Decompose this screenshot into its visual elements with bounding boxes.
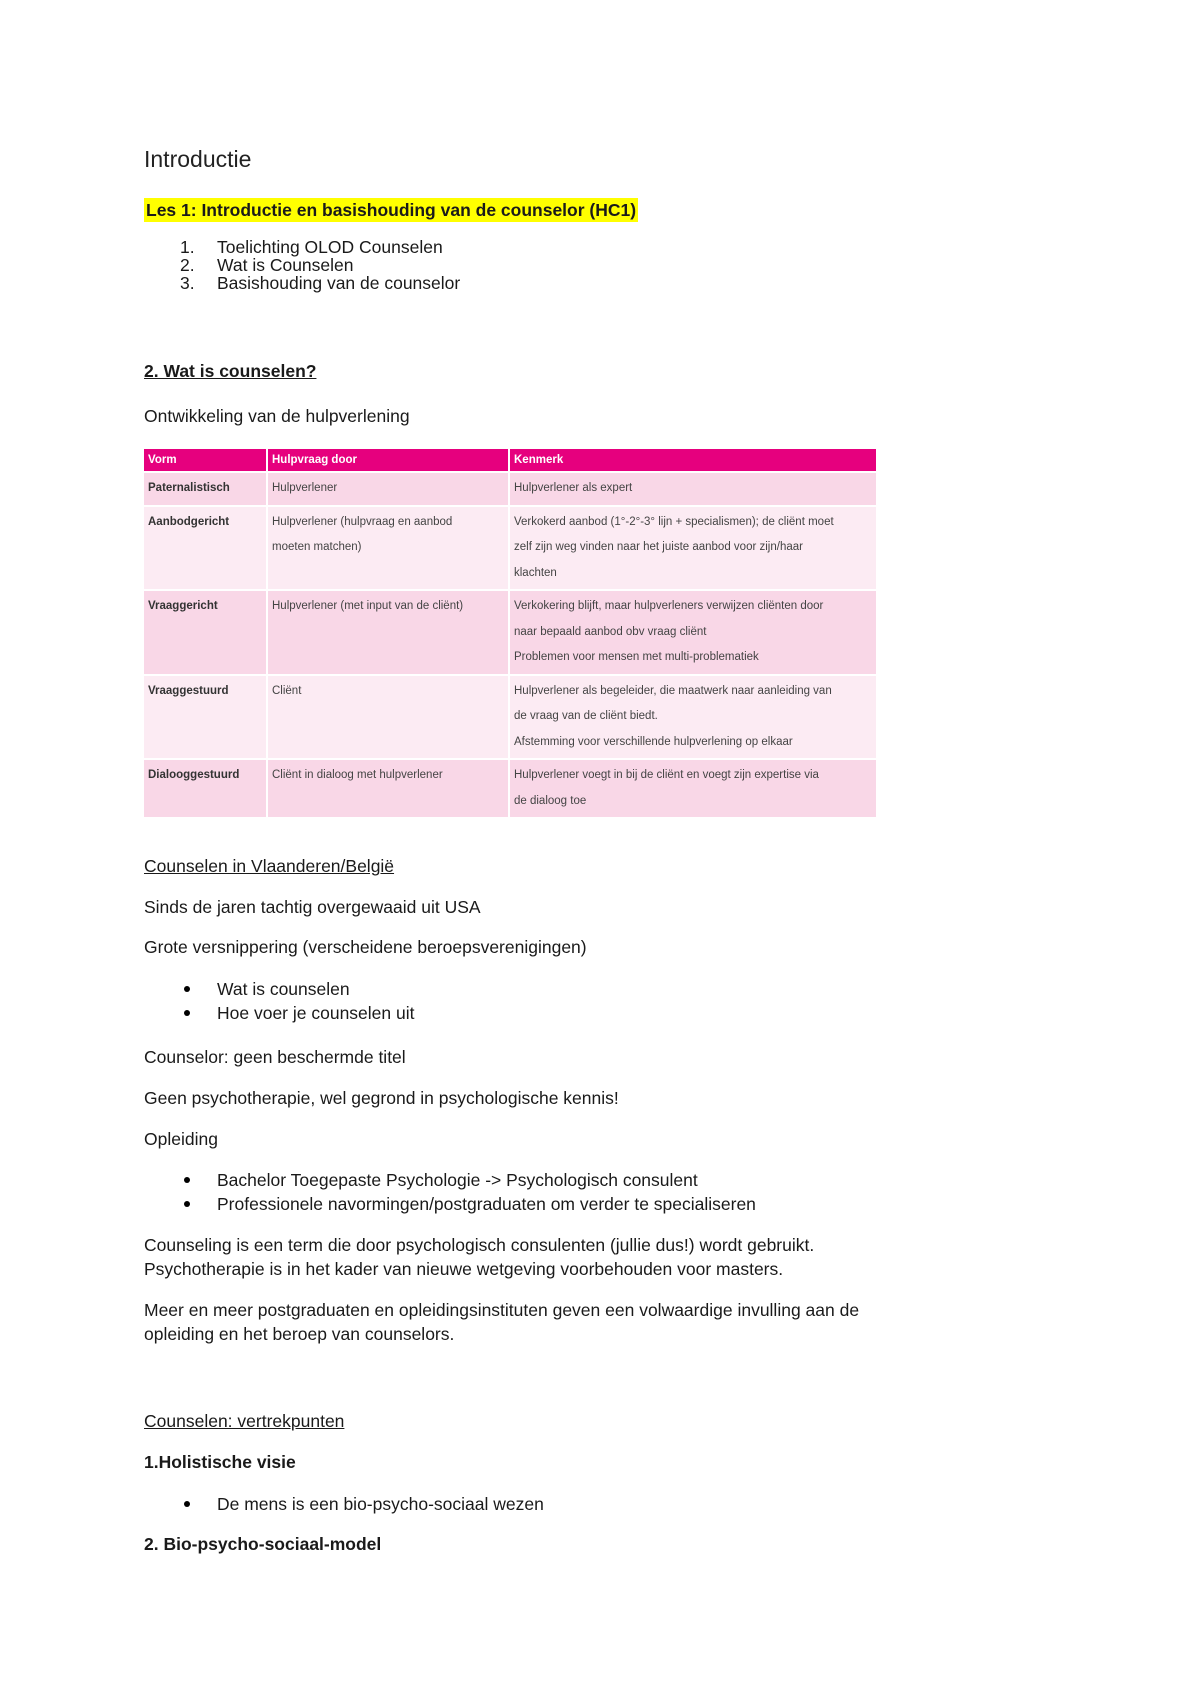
table-cell-hulpvraag — [267, 590, 509, 675]
list-item-text: Toelichting OLOD Counselen — [217, 237, 443, 257]
table-cell-hulpvraag — [267, 759, 509, 817]
table-cell-kenmerk — [509, 675, 877, 760]
biopsychosocial-heading: 2. Bio-psycho-sociaal-model — [144, 1534, 382, 1554]
paragraph: Grote versnippering (verscheidene beroepsverenigingen) — [144, 937, 587, 957]
bullet-icon — [184, 1501, 190, 1507]
bullet-icon — [184, 986, 190, 992]
table-row — [144, 472, 877, 506]
paragraph-line: Meer en meer postgraduaten en opleidingsinstituten geven een volwaardige invulling aan de — [144, 1300, 860, 1320]
list-item — [144, 256, 460, 274]
cell-line: de vraag van de cliënt biedt. — [514, 710, 658, 722]
table-header-cell: Vorm — [144, 449, 267, 472]
list-item-text: De mens is een bio-psycho-sociaal wezen — [217, 1494, 544, 1514]
education-bullet-list — [144, 1168, 756, 1216]
paragraph-line: Counseling is een term die door psychologisch consulenten (jullie dus!) wordt gebruikt. — [144, 1235, 815, 1255]
table-row — [144, 759, 877, 817]
list-item-text: Hoe voer je counselen uit — [217, 1003, 415, 1023]
table-cell-kenmerk — [509, 759, 877, 817]
cell-line: Hulpverlener als expert — [514, 482, 633, 494]
table-cell-kenmerk — [509, 590, 877, 675]
cell-line: Cliënt — [272, 684, 302, 697]
table-cell-vorm: Vraaggestuurd — [144, 675, 267, 760]
lesson-topics-list — [144, 238, 460, 292]
table-cell-hulpvraag — [267, 506, 509, 591]
cell-line: Problemen voor mensen met multi-problematiek — [514, 651, 759, 663]
list-item — [144, 238, 460, 256]
table-cell-kenmerk — [509, 506, 877, 591]
list-item-text: Wat is Counselen — [217, 255, 354, 275]
cell-line: Hulpverlener voegt in bij de cliënt en voegt zijn expertise via — [514, 769, 819, 781]
table-cell-kenmerk — [509, 472, 877, 506]
holistic-heading: 1.Holistische visie — [144, 1452, 296, 1472]
table-row — [144, 590, 877, 675]
cell-line: Hulpverlener (hulpvraag en aanbod — [272, 515, 453, 528]
cell-line: Cliënt in dialoog met hulpverlener — [272, 769, 443, 781]
paragraph: Counselor: geen beschermde titel — [144, 1047, 406, 1067]
list-item — [144, 1192, 756, 1216]
cell-line: moeten matchen) — [272, 541, 362, 553]
table-cell-vorm: Aanbodgericht — [144, 506, 267, 591]
bullet-icon — [184, 1177, 190, 1183]
lesson-heading — [144, 200, 638, 221]
cell-line: Hulpverlener — [272, 482, 338, 494]
table-header-cell: Kenmerk — [509, 449, 877, 472]
lesson-heading-highlight: Les 1: Introductie en basishouding van de counselor (HC1) — [146, 200, 637, 220]
cell-line: klachten — [514, 566, 557, 579]
table-cell-hulpvraag — [267, 675, 509, 760]
cell-line: Afstemming voor verschillende hulpverlening op elkaar — [514, 735, 793, 748]
cell-line: zelf zijn weg vinden naar het juiste aanbod voor zijn/haar — [514, 541, 803, 553]
cell-line: Hulpverlener (met input van de cliënt) — [272, 600, 464, 612]
table-header-row — [144, 449, 877, 472]
education-label: Opleiding — [144, 1129, 218, 1149]
list-item — [144, 274, 460, 292]
section-heading: 2. Wat is counselen? — [144, 361, 317, 381]
list-item-text: Bachelor Toegepaste Psychologie -> Psychologisch consulent — [217, 1170, 698, 1190]
starting-points-heading: Counselen: vertrekpunten — [144, 1411, 345, 1431]
table-row — [144, 675, 877, 760]
bullet-icon — [184, 1201, 190, 1207]
table-header-cell: Hulpvraag door — [267, 449, 509, 472]
list-item-text: Basishouding van de counselor — [217, 273, 461, 293]
table-row — [144, 506, 877, 591]
list-item — [144, 1492, 544, 1516]
list-item-text: Professionele navormingen/postgraduaten om verder te specialiseren — [217, 1194, 756, 1214]
list-item — [144, 1168, 756, 1192]
paragraph-line: Psychotherapie is in het kader van nieuwe wetgeving voorbehouden voor masters. — [144, 1259, 784, 1279]
bullet-icon — [184, 1010, 190, 1016]
cell-line: Verkokering blijft, maar hulpverleners verwijzen cliënten door — [514, 600, 824, 612]
cell-line: naar bepaald aanbod obv vraag cliënt — [514, 625, 707, 638]
cell-line: de dialoog toe — [514, 794, 587, 807]
page-title: Introductie — [144, 146, 252, 172]
list-item — [144, 977, 414, 1001]
list-number: 2. — [180, 255, 195, 275]
flanders-bullet-list — [144, 977, 414, 1025]
list-number: 3. — [180, 273, 195, 293]
table-cell-vorm: Dialooggestuurd — [144, 759, 267, 817]
holistic-bullet-list — [144, 1492, 544, 1516]
paragraph: Sinds de jaren tachtig overgewaaid uit USA — [144, 897, 481, 917]
list-item — [144, 1001, 414, 1025]
development-table — [144, 449, 878, 817]
table-cell-vorm: Vraaggericht — [144, 590, 267, 675]
paragraph-line: opleiding en het beroep van counselors. — [144, 1324, 455, 1344]
list-number: 1. — [180, 237, 195, 257]
development-heading: Ontwikkeling van de hulpverlening — [144, 406, 410, 426]
cell-line: Hulpverlener als begeleider, die maatwerk naar aanleiding van — [514, 684, 832, 697]
flanders-heading: Counselen in Vlaanderen/België — [144, 856, 395, 876]
table-cell-hulpvraag — [267, 472, 509, 506]
list-item-text: Wat is counselen — [217, 979, 350, 999]
table-cell-vorm: Paternalistisch — [144, 472, 267, 506]
paragraph: Geen psychotherapie, wel gegrond in psychologische kennis! — [144, 1088, 619, 1108]
cell-line: Verkokerd aanbod (1°-2°-3° lijn + specialismen); de cliënt moet — [514, 515, 834, 528]
